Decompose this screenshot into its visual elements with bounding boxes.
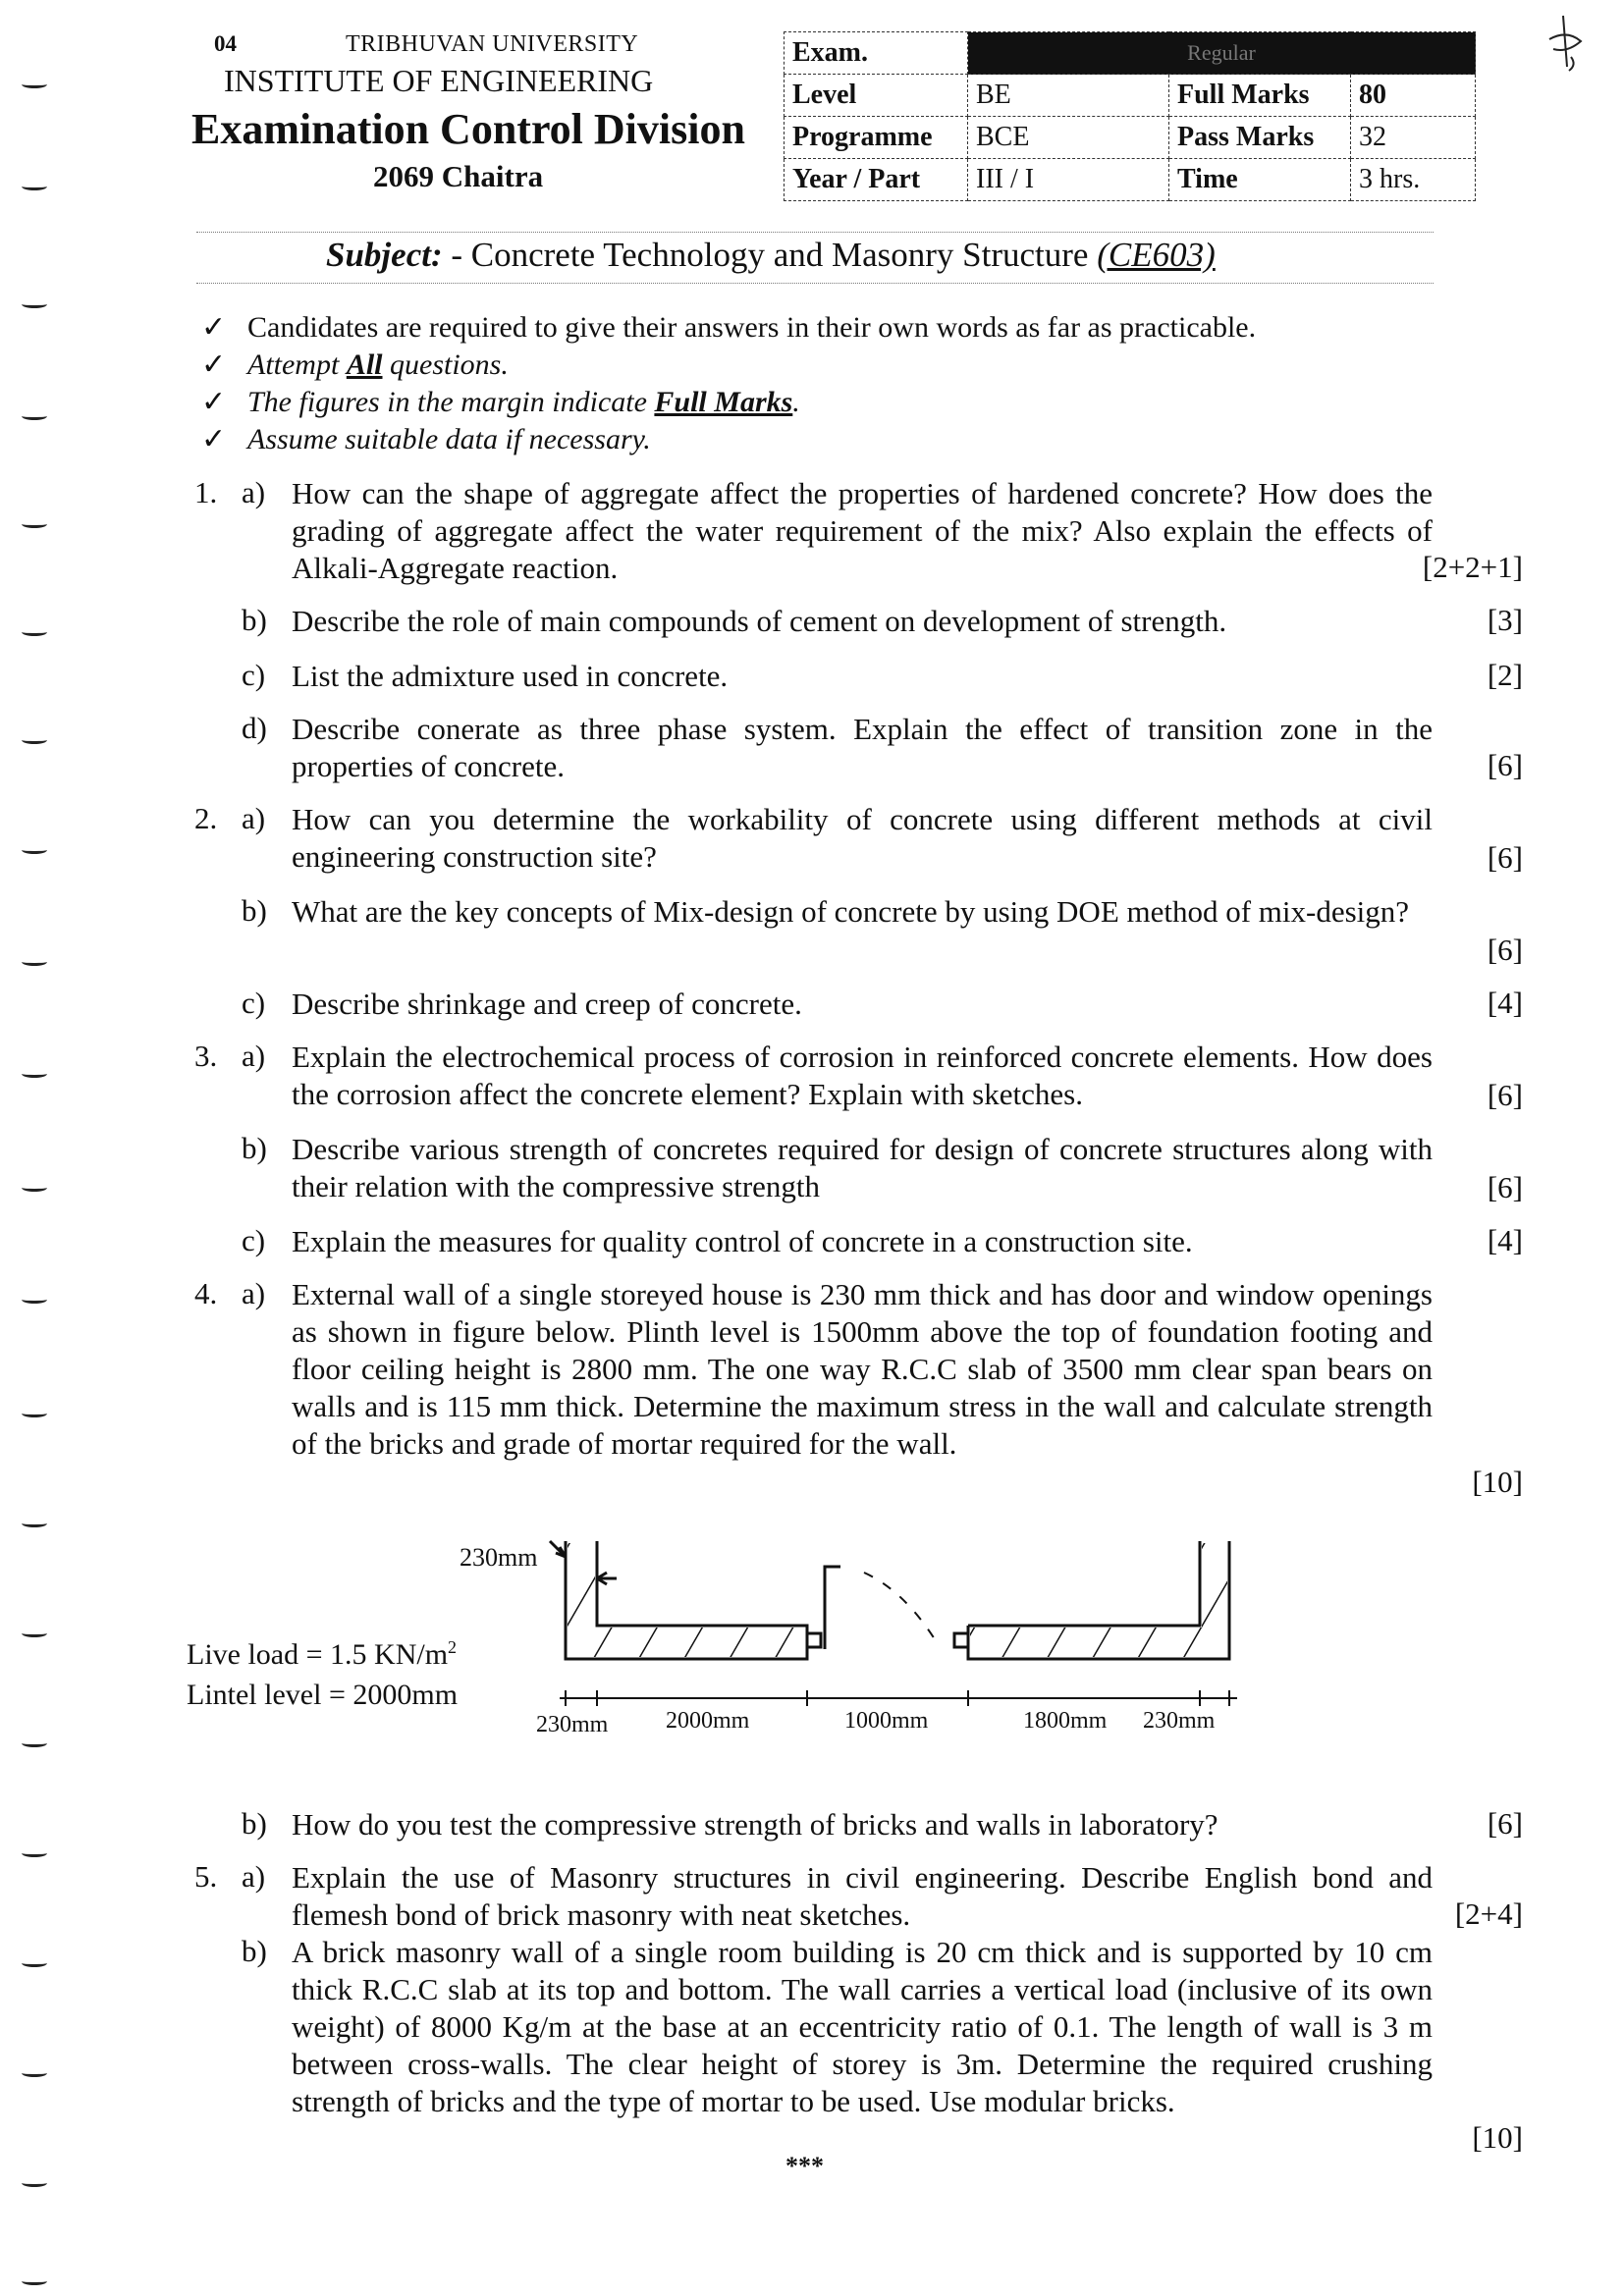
live-load-text: Live load = 1.5 KN/m: [187, 1638, 449, 1671]
thickness-arrow-right: [597, 1573, 617, 1584]
dimension-label: 1000mm: [844, 1708, 929, 1734]
question-marks: [2]: [1487, 658, 1523, 692]
question-marks: [10]: [1472, 2120, 1523, 2155]
margin-tick: [22, 412, 47, 420]
right-pier-hatch: [1202, 1543, 1227, 1628]
question-number: 1.: [194, 475, 218, 509]
subquestion-label: d): [242, 711, 267, 745]
question-text: Explain the use of Masonry structures in civil engineering. Describe English bond and flemesh bond of brick masonry with neat sketches.: [292, 1860, 1433, 1932]
subquestion-label: c): [242, 986, 266, 1020]
subquestion-label: b): [242, 1806, 267, 1841]
full-marks-label: Full Marks: [1169, 75, 1351, 117]
exam-session: 2069 Chaitra: [373, 159, 544, 193]
margin-tick: [22, 846, 47, 854]
university-name: TRIBHUVAN UNIVERSITY: [346, 31, 639, 57]
margin-tick: [22, 183, 47, 190]
subject-label: Subject:: [326, 236, 443, 274]
question-marks: [10]: [1472, 1465, 1523, 1499]
programme-value: BCE: [968, 117, 1169, 159]
lintel-bearing-left: [807, 1633, 821, 1647]
time-label: Time: [1169, 159, 1351, 201]
dimension-label: 230mm: [1143, 1708, 1216, 1734]
question-marks: [2+2+1]: [1422, 550, 1523, 584]
margin-tick: [22, 1849, 47, 1857]
margin-tick: [22, 1070, 47, 1078]
margin-tick: [22, 1520, 47, 1527]
instruction-item: [201, 347, 509, 382]
question-text: Explain the measures for quality control of concrete in a construction site.: [292, 1224, 1193, 1258]
question-marks: [4]: [1487, 986, 1523, 1020]
level-value: BE: [968, 75, 1169, 117]
handwritten-mark: [1542, 10, 1591, 79]
question-marks: [6]: [1487, 1806, 1523, 1841]
live-load-exponent: 2: [448, 1637, 458, 1657]
margin-tick: [22, 2069, 47, 2077]
subject-name: - Concrete Technology and Masonry Structure: [451, 236, 1089, 274]
instruction-text: .: [792, 386, 800, 418]
margin-tick: [22, 958, 47, 966]
question-marks: [6]: [1487, 840, 1523, 875]
full-marks-value: 80: [1351, 75, 1476, 117]
door-jamb: [825, 1567, 840, 1649]
margin-tick: [22, 300, 47, 308]
subquestion-label: c): [242, 1223, 266, 1257]
question-marks: [3]: [1487, 603, 1523, 637]
instruction-item: [201, 310, 1256, 345]
question-number: 3.: [194, 1039, 218, 1073]
margin-tick: [22, 1410, 47, 1417]
subject-code: (CE603): [1097, 236, 1216, 274]
year-part-label: Year / Part: [785, 159, 968, 201]
subject-line: [326, 236, 1216, 275]
question-text: List the admixture used in concrete.: [292, 659, 729, 693]
question-marks: [2+4]: [1454, 1896, 1523, 1931]
wall-elevation-diagram: [530, 1531, 1237, 1728]
instruction-text: Assume suitable data if necessary.: [247, 423, 651, 455]
margin-tick: [22, 1184, 47, 1192]
instruction-text: Candidates are required to give their answers in their own words as far as practicable.: [247, 311, 1257, 344]
subquestion-label: b): [242, 1131, 267, 1165]
exam-info-table: [784, 31, 1476, 201]
question-text: How can you determine the workability of concrete using different methods at civil engineering construction site?: [292, 802, 1433, 874]
question-number: 5.: [194, 1859, 218, 1894]
left-pier-hatch: [568, 1543, 595, 1628]
subquestion-label: c): [242, 658, 266, 692]
question-text: External wall of a single storeyed house is 230 mm thick and has door and window openings as shown in figure below. Plinth level is 1500mm above the top of foundation footing and floor ceiling height is 2800 mm. The one way R.C.C slab of 3500 mm clear span bears on walls and is 115 mm thick. Determine the maximum stress in the wall and calculate strength of the bricks and grade of mortar required for the wall.: [292, 1277, 1433, 1461]
end-of-paper-mark: ***: [785, 2152, 824, 2180]
instruction-emphasis: Full Marks: [654, 386, 793, 418]
margin-tick: [22, 1959, 47, 1967]
question-marks: [4]: [1487, 1223, 1523, 1257]
question-marks: [6]: [1487, 1170, 1523, 1204]
subquestion-label: a): [242, 801, 266, 835]
wall-thickness-label: 230mm: [460, 1543, 538, 1572]
question-marks: [6]: [1487, 1078, 1523, 1112]
dimension-label: 1800mm: [1023, 1708, 1108, 1734]
subquestion-label: b): [242, 603, 267, 637]
subquestion-label: a): [242, 1276, 266, 1310]
lintel-level-label: Lintel level = 2000mm: [187, 1679, 459, 1711]
exam-label: Exam.: [785, 32, 968, 75]
check-icon: ✓: [201, 348, 227, 381]
subquestion-label: b): [242, 1934, 267, 1968]
live-load-label: [187, 1637, 457, 1672]
instruction-emphasis: All: [346, 348, 383, 381]
divider: [196, 283, 1434, 284]
check-icon: ✓: [201, 423, 227, 455]
question-text: How do you test the compressive strength of bricks and walls in laboratory?: [292, 1807, 1218, 1842]
question-text: Explain the electrochemical process of corrosion in reinforced concrete elements. How does the corrosion affect the concrete element? Explain with sketches.: [292, 1040, 1433, 1111]
instruction-text: The figures in the margin indicate: [247, 386, 655, 418]
margin-tick: [22, 520, 47, 528]
instruction-item: [201, 385, 800, 419]
check-icon: ✓: [201, 386, 227, 418]
subquestion-label: b): [242, 893, 267, 928]
margin-tick: [22, 80, 47, 88]
instruction-text: questions.: [382, 348, 509, 381]
question-marks: [6]: [1487, 933, 1523, 967]
year-part-value: III / I: [968, 159, 1169, 201]
subquestion-label: a): [242, 1039, 266, 1073]
question-text: What are the key concepts of Mix-design of concrete by using DOE method of mix-design?: [292, 894, 1410, 929]
margin-tick: [22, 628, 47, 636]
subquestion-label: a): [242, 475, 266, 509]
question-text: A brick masonry wall of a single room building is 20 cm thick and is supported by 10 cm thick R.C.C slab at its top and bottom. The wall carries a vertical load (inclusive of its own weight) of 8000 Kg/m at the base at an eccentricity ratio of 0.1. The length of wall is 3 m between cross-walls. The clear height of storey is 3m. Determine the required crushing strength of bricks and the type of mortar to be used. Use modular bricks.: [292, 1935, 1433, 2118]
programme-label: Programme: [785, 117, 968, 159]
question-text: How can the shape of aggregate affect the properties of hardened concrete? How does the grading of aggregate affect the water requirement of the mix? Also explain the effects of Alkali-Aggregate reaction.: [292, 476, 1433, 585]
pass-marks-value: 32: [1351, 117, 1476, 159]
question-text: Describe various strength of concretes required for design of concrete structures along with their relation with the compressive strength: [292, 1132, 1433, 1203]
question-text: Describe conerate as three phase system. Explain the effect of transition zone in the properties of concrete.: [292, 712, 1433, 783]
instruction-item: [201, 422, 651, 456]
dimension-label: 230mm: [536, 1712, 609, 1737]
left-wall-hatch: [568, 1628, 805, 1657]
question-marks: [6]: [1487, 748, 1523, 782]
question-number: 4.: [194, 1276, 218, 1310]
margin-tick: [22, 1296, 47, 1304]
margin-tick: [22, 736, 47, 744]
margin-tick: [22, 1739, 47, 1747]
door-swing-arc: [864, 1573, 935, 1639]
question-text: Describe the role of main compounds of cement on development of strength.: [292, 604, 1227, 638]
question-text: Describe shrinkage and creep of concrete.: [292, 987, 802, 1021]
division-name: Examination Control Division: [191, 105, 745, 153]
lintel-bearing-right: [954, 1633, 968, 1647]
margin-tick: [22, 2179, 47, 2187]
subquestion-label: a): [242, 1859, 266, 1894]
exam-type-value: Regular: [968, 32, 1476, 75]
time-value: 3 hrs.: [1351, 159, 1476, 201]
right-wall-hatch: [970, 1628, 1227, 1657]
pass-marks-label: Pass Marks: [1169, 117, 1351, 159]
level-label: Level: [785, 75, 968, 117]
dimension-label: 2000mm: [666, 1708, 750, 1734]
question-number: 2.: [194, 801, 218, 835]
institute-name: INSTITUTE OF ENGINEERING: [224, 63, 654, 98]
instruction-text: Attempt: [247, 348, 347, 381]
divider: [196, 232, 1434, 233]
check-icon: ✓: [201, 311, 227, 344]
thickness-arrow-left: [550, 1541, 566, 1557]
margin-tick: [22, 2277, 47, 2285]
paper-code: 04: [214, 31, 237, 56]
margin-tick: [22, 1629, 47, 1637]
